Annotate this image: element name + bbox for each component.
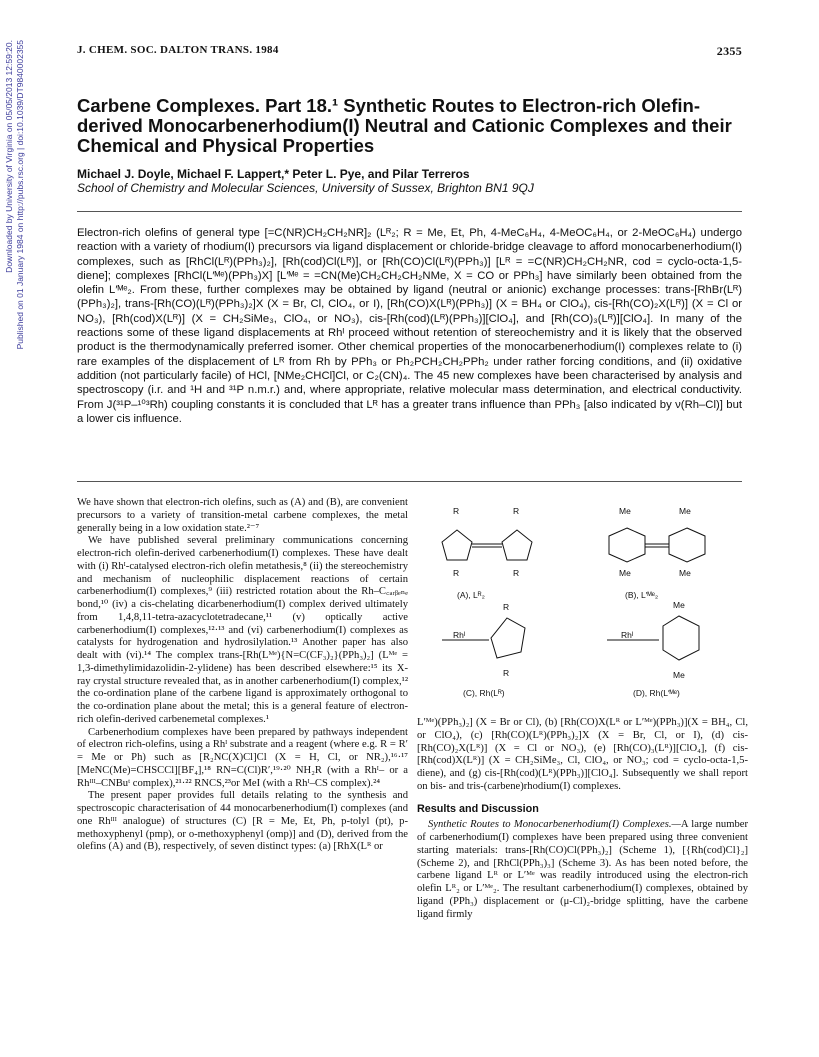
subsection-heading: Synthetic Routes to Monocarbenerhodium(I) Complexes.— <box>428 819 681 831</box>
sub-c1: R <box>503 602 510 612</box>
label-a: (A), Lᴿ₂ <box>457 590 485 600</box>
ring-c <box>491 618 525 658</box>
metal-d: Rhᴵ <box>621 630 634 640</box>
ring-a-left <box>442 530 472 560</box>
sub-b2: Me <box>679 506 691 516</box>
ring-b-right <box>669 528 705 562</box>
section-heading: Results and Discussion <box>417 802 539 815</box>
sub-b3: Me <box>619 568 631 578</box>
download-notice[interactable]: Downloaded by University of Virginia on 05/05/2013 12:59:20. <box>4 40 14 273</box>
paragraph: We have published several preliminary communications concerning electron-rich olefin-derived carbenerhodium(I) complexes. These have dealt with (i) Rhᴵ-catalysed electron-rich olefin metathesis,⁸ (ii) the stereochemistry and mechanism of nucleophilic displacement reactions of certain carbenerhodium(I) complexes,⁹ (iii) restricted rotation about the Rh–C꜀ₐᵣᵦₑₙₑ bond,¹⁰ (iv) a cis-chelating dicarbenerhodium(I) complex derived ultimately from 1,4,8,11-tetra-azacyclotetradecane,¹¹ (v) optically active carbenerhodium(I) complexes,¹²·¹³ and (vi) carbenerhodium(I) complexes as catalysts for hydrogenation and hydrosilylation.¹³ Another paper has also dealt with (vi).¹⁴ The complex trans-[Rh(Lᴹᵉ){N=C(CF₃)₂}(PPh₃)₂] (Lᴹᵉ = 1,3-dimethylimidazolidin-2-ylidene) has been described elsewhere:¹⁵ its X-ray crystal structure revealed that, as in another carbenerhodium(I) complex,¹² the co-ordination plane of the carbene ligand is approximately orthogonal to the co-ordination plane about the metal; this is a general feature of electron-rich olefin-derived carbenemetal complexes.¹ <box>77 535 408 725</box>
sub-d2: Me <box>673 670 685 680</box>
paragraph: The present paper provides full details relating to the synthesis and spectroscopic characterisation of 44 monocarbenerhodium(I) complexes (and one Rhᴵᴵᴵ analogue) of structures (C) [R = Me, Et, Ph, p-tolyl (pt), p-methoxyphenyl (pmp), or o-methoxyphenyl (omp)] and (D), derived from the olefins (A) and (B), respectively, of seven distinct types: (a) [RhX(Lᴿ or <box>77 790 408 853</box>
paragraph: We have shown that electron-rich olefins, such as (A) and (B), are convenient precursors to a variety of transition-metal carbene complexes, the metal generally being in a low oxidation state.²⁻⁷ <box>77 497 408 534</box>
left-column <box>77 497 408 854</box>
ring-d <box>663 616 699 660</box>
bottom-divider <box>77 481 742 482</box>
abstract: Electron-rich olefins of general type [=C(NR)CH₂CH₂NR]₂ (Lᴿ₂; R = Me, Et, Ph, 4-MeC₆H₄, 4-MeOC₆H₄, or 2-MeOC₆H₄) undergo reaction with a variety of rhodium(I) precursors via ligand displacement or chloride-bridge cleavage to afford monocarbenerhodium(I) complexes, such as [RhCl(Lᴿ)(PPh₃)₂], [Rh(cod)Cl(Lᴿ)], or [Rh(CO)Cl(Lᴿ)(PPh₃)] [Lᴿ = =C(NR)CH₂CH₂NR, cod = cyclo-octa-1,5-diene]; complexes [RhCl(L′ᴹᵉ)(PPh₃)X] [L′ᴹᵉ = =CN(Me)CH₂CH₂CH₂NMe, X = CO or PPh₃] have similarly been obtained from the olefin L′ᴹᵉ₂. From these, further complexes may be obtained by ligand (neutral or anionic) exchange processes: trans-[RhBr(Lᴿ)(PPh₃)₂], trans-[Rh(CO)(Lᴿ)(PPh₃)₂]X (X = Br, Cl, ClO₄, or I), [Rh(CO)X(Lᴿ)(PPh₃)] (X = BH₄ or ClO₄), cis-[Rh(CO)₂X(Lᴿ)] (X = Cl or NO₃), [Rh(cod)X(Lᴿ)] (X = CH₂SiMe₃, ClO₄, or NO₃), cis-[Rh(cod)(Lᴿ)(PPh₃)][ClO₄], and [Rh(CO)₃(Lᴿ)][ClO₄]. In many of the reactions some of these ligand displacements at Rhᴵ proceed without retention of stereochemistry and it is likely that the observed product is the thermodynamically preferred isomer. Other chemical properties of the monocarbenerhodium(I) complexes relate to (i) rare examples of the displacement of Lᴿ from Rh by PPh₃ or Ph₂PCH₂CH₂PPh₂ under rather forcing conditions, and (ii) oxidative addition (not particularly facile) of HCl, [NMe₂CHCl]Cl, or C₂(CN)₄. The 45 new complexes have been characterised by analysis and spectroscopy (i.r. and ¹H and ³¹P n.m.r.) and, where appropriate, relative molecular mass determination, and electrical conductivity. From J(³¹P–¹⁰³Rh) coupling constants it is concluded that Lᴿ has a greater trans influence than PPh₃ [also indicated by ν(Rh–Cl)] but a lower cis influence. <box>77 227 742 425</box>
sub-a4: R <box>513 568 520 578</box>
sub-c2: R <box>503 668 510 678</box>
side-notice <box>2 40 26 640</box>
paragraph: Carbenerhodium complexes have been prepared by pathways independent of electron rich-olefins, using a Rhᴵ substrate and a reagent (where e.g. R = R′ = Me or Ph) such as [R₂NC(X)Cl]Cl (X = H, Cl, or NR₂),¹⁶·¹⁷ [MeNC(Me)=CHSCCl][BF₄],¹⁸ RN=C(Cl)R′,¹⁹·²⁰ NH₂R (with a Rhᴵ– or a Rhᴵᴵᴵ–CNBuᵗ complex),²¹·²² RNCS,²³or MeI (with a Rhᴵ–CS complex).²⁴ <box>77 726 408 789</box>
top-divider <box>77 211 742 212</box>
label-b: (B), L′ᴹᵉ₂ <box>625 590 659 600</box>
right-column <box>417 717 748 921</box>
page-number: 2355 <box>716 44 742 58</box>
sub-b4: Me <box>679 568 691 578</box>
paragraph: L′ᴹᵉ)(PPh₃)₂] (X = Br or Cl), (b) [Rh(CO)X(Lᴿ or L′ᴹᵉ)(PPh₃)](X = BH₄, Cl, or ClO₄), (c) [Rh(CO)(Lᴿ)(PPh₃)₂]X (X = Br, Cl, or I), (d) cis-[Rh(CO)₂X(Lᴿ)] (X = Cl or NO₃), (e) [Rh(CO)₃(Lᴿ)][ClO₄], (f) cis-[Rh(cod)X(Lᴿ)] (X = CH₂SiMe₃, Cl, ClO₄, or NO₃; cod = cyclo-octa-1,5-diene), and (g) cis-[Rh(cod)(Lᴿ)(PPh₃)][ClO₄]. Subsequently we shall report on bis- and tris-(carbene)rhodium(I) complexes. <box>417 717 748 792</box>
article-authors: Michael J. Doyle, Michael F. Lappert,* Peter L. Pye, and Pilar Terreros <box>77 167 470 181</box>
structure-svg <box>417 500 743 705</box>
sub-a1: R <box>453 506 460 516</box>
paragraph <box>417 819 748 921</box>
article-affiliation: School of Chemistry and Molecular Sciences, University of Sussex, Brighton BN1 9QJ <box>77 181 534 195</box>
ring-a-right <box>502 530 532 560</box>
sub-a3: R <box>453 568 460 578</box>
article-title: Carbene Complexes. Part 18.¹ Synthetic Routes to Electron-rich Olefin-derived Monocarbenerhodium(I) Neutral and Cationic Complexes and their Chemical and Physical Properties <box>77 95 732 156</box>
published-notice[interactable]: Published on 01 January 1984 on http://pubs.rsc.org | doi:10.1039/DT9840002355 <box>15 40 25 350</box>
journal-header: J. CHEM. SOC. DALTON TRANS. 1984 <box>77 44 279 56</box>
metal-c: Rhᴵ <box>453 630 466 640</box>
structure-diagrams <box>417 500 743 705</box>
subsection-text: A large number of carbenerhodium(I) complexes have been prepared using three convenient starting materials: trans-[Rh(CO)Cl(PPh₃)₂] (Scheme 1), [{Rh(cod)Cl}₂] (Scheme 2), and [RhCl(PPh₃)₃] (Scheme 3). As has been noted before, the carbene ligand Lᴿ or L′ᴹᵉ was readily introduced using the electron-rich olefin Lᴿ₂ or L′ᴹᵉ₂. The resultant carbenerhodium(I) complexes, obtained by ligand (PPh₃) displacement or (μ-Cl)₂-bridge splitting, have the carbene ligand firmly <box>417 819 748 920</box>
ring-b-left <box>609 528 645 562</box>
sub-d1: Me <box>673 600 685 610</box>
sub-b1: Me <box>619 506 631 516</box>
label-d: (D), Rh(L′ᴹᵉ) <box>633 688 680 698</box>
label-c: (C), Rh(Lᴿ) <box>463 688 505 698</box>
sub-a2: R <box>513 506 520 516</box>
